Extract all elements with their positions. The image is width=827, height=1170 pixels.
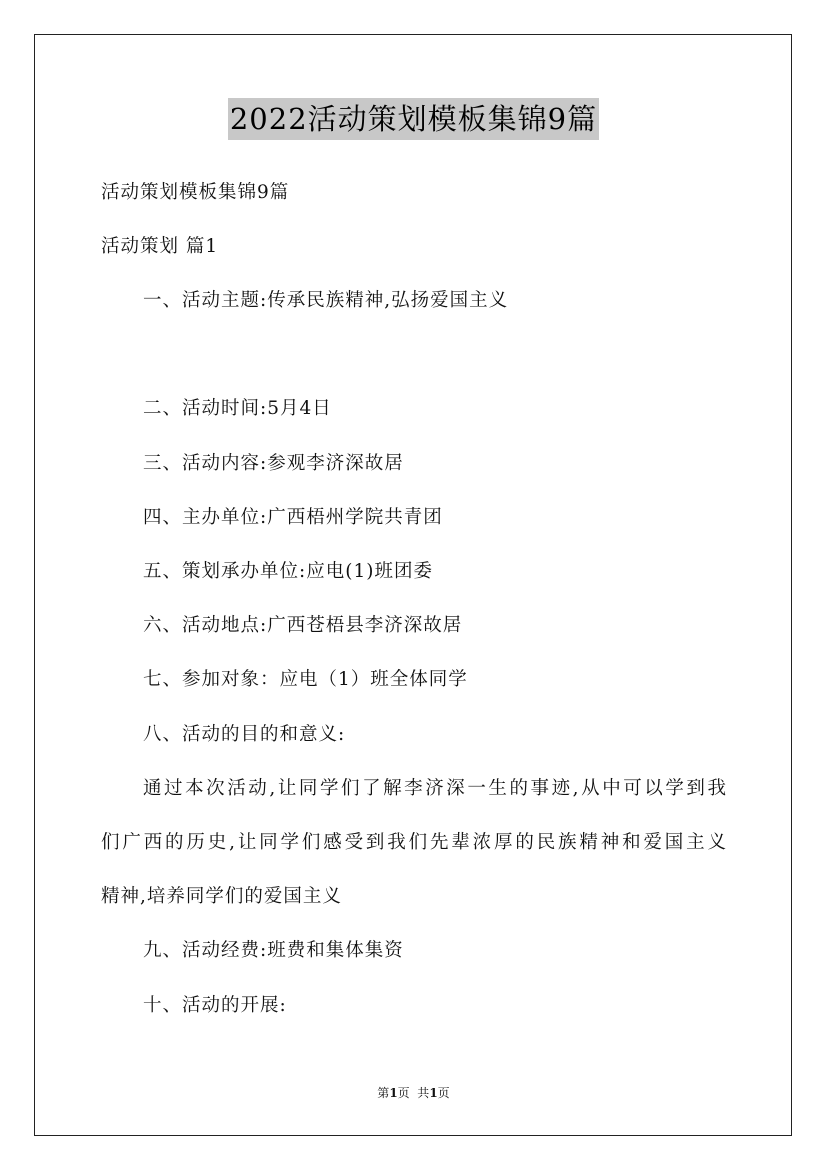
item-time: 二、活动时间:5月4日	[143, 398, 332, 419]
page-mid: 页 共	[397, 1086, 430, 1100]
item-implementation: 十、活动的开展:	[143, 995, 287, 1016]
item-funding: 九、活动经费:班费和集体集资	[143, 940, 404, 961]
paragraph-line: 们广西的历史,让同学们感受到我们先辈浓厚的民族精神和爱国主义	[101, 832, 727, 853]
item-theme: 一、活动主题:传承民族精神,弘扬爱国主义	[143, 290, 509, 311]
item-host-unit: 五、策划承办单位:应电(1)班团委	[143, 561, 433, 582]
item-organizer: 四、主办单位:广西梧州学院共青团	[143, 507, 443, 528]
current-page-number: 1	[389, 1086, 398, 1100]
subtitle: 活动策划模板集锦9篇	[101, 182, 290, 203]
title-container	[0, 98, 827, 140]
section-heading: 活动策划 篇1	[101, 236, 219, 257]
item-purpose: 八、活动的目的和意义:	[143, 724, 346, 745]
page-prefix: 第	[377, 1086, 390, 1100]
item-content: 三、活动内容:参观李济深故居	[143, 453, 404, 474]
paragraph-line: 通过本次活动,让同学们了解李济深一生的事迹,从中可以学到我	[143, 778, 727, 799]
document-title: 2022活动策划模板集锦9篇	[228, 98, 599, 140]
item-participants: 七、参加对象：应电（1）班全体同学	[143, 669, 468, 690]
page-suffix: 页	[437, 1086, 450, 1100]
paragraph-line: 精神,培养同学们的爱国主义	[101, 886, 342, 907]
item-location: 六、活动地点:广西苍梧县李济深故居	[143, 615, 463, 636]
total-page-number: 1	[429, 1086, 438, 1100]
page-footer	[0, 1085, 827, 1101]
